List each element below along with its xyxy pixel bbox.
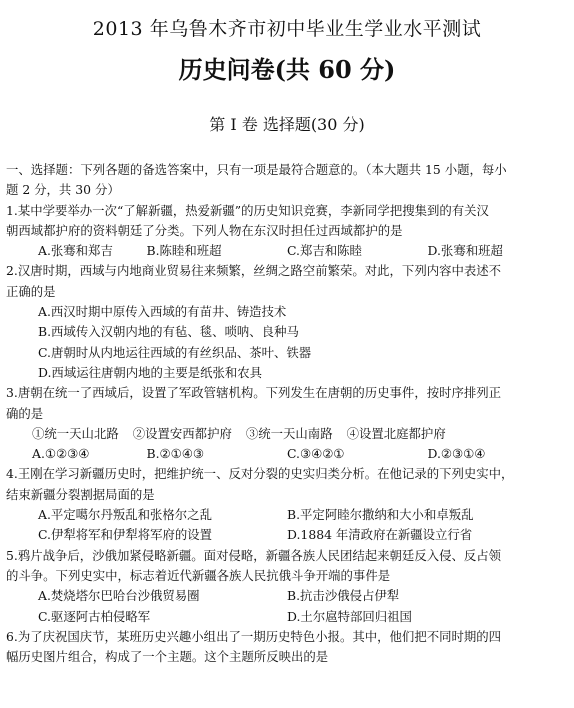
question-4-stem: 4.王刚在学习新疆历史时，把维护统一、反对分裂的史实归类分析。在他记录的下列史实中， xyxy=(6,466,514,482)
question-body xyxy=(6,160,568,667)
question-6-stem: 幅历史图片组合，构成了一个主题。这个主题所反映出的是 xyxy=(6,649,329,665)
question-4-options-row xyxy=(6,525,568,545)
instructions-line: 一、选择题：下列各题的备选答案中，只有一项是最符合题意的。（本大题共 15 小题，每小 xyxy=(6,162,507,177)
option-c: C.郑吉和陈睦 xyxy=(287,243,362,259)
question-3-stem: 3.唐朝在统一了西域后，设置了军政管辖机构。下列发生在唐朝的历史事件，按时序排列正 xyxy=(6,385,502,401)
section-heading: 第 I 卷 选择题(30 分) xyxy=(209,115,365,134)
question-3-stem: 确的是 xyxy=(6,405,44,421)
option-a: A.平定噶尔丹叛乱和张格尔之乱 xyxy=(38,507,212,523)
event-item: ④设置北庭都护府 xyxy=(346,425,446,441)
event-item: ②设置安西都护府 xyxy=(132,425,232,441)
event-item: ③统一天山南路 xyxy=(245,425,333,441)
exam-title: 2013 年乌鲁木齐市初中毕业生学业水平测试 xyxy=(92,18,482,40)
question-5-stem: 5.鸦片战争后，沙俄加紧侵略新疆。面对侵略，新疆各族人民团结起来朝廷反入侵、反占领 xyxy=(6,547,502,563)
question-5-options-row xyxy=(6,586,568,606)
option-c: C.驱逐阿古柏侵略军 xyxy=(38,608,151,624)
option-c: C.唐朝时从内地运往西域的有丝织品、茶叶、铁器 xyxy=(38,344,312,360)
option-b: B.陈睦和班超 xyxy=(146,243,222,259)
question-1-options xyxy=(6,241,568,261)
option-c: C.伊犁将军和伊犁将军府的设置 xyxy=(38,527,213,543)
option-b: B.②①④③ xyxy=(146,446,204,462)
instructions-line: 题 2 分，共 30 分） xyxy=(6,182,120,198)
option-a: A.①②③④ xyxy=(32,446,90,462)
question-5-stem: 的斗争。下列史实中，标志着近代新疆各族人民抗俄斗争开端的事件是 xyxy=(6,567,391,583)
question-6-stem: 6.为了庆祝国庆节，某班历史兴趣小组出了一期历史特色小报。其中，他们把不同时期的四 xyxy=(6,628,502,644)
paper-subtitle: 历史问卷(共 60 分) xyxy=(178,55,396,84)
option-d: D.1884 年清政府在新疆设立行省 xyxy=(287,527,473,543)
option-b: B.平定阿睦尔撒纳和大小和卓叛乱 xyxy=(287,507,474,523)
option-a: A.西汉时期中原传入西域的有苗井、铸造技术 xyxy=(38,304,287,320)
option-a: A.张骞和郑吉 xyxy=(38,243,113,259)
question-2-stem: 2.汉唐时期，西域与内地商业贸易往来频繁，丝绸之路空前繁荣。对此，下列内容中表述不 xyxy=(6,263,502,279)
event-item: ①统一天山北路 xyxy=(32,425,119,441)
option-d: D.张骞和班超 xyxy=(427,243,503,259)
option-b: B.西域传入汉朝内地的有毡、毯、唢呐、良种马 xyxy=(38,324,299,340)
option-d: D.西域运往唐朝内地的主要是纸张和农具 xyxy=(38,364,263,380)
option-a: A.焚烧塔尔巴哈台沙俄贸易圈 xyxy=(38,588,200,604)
question-2-stem: 正确的是 xyxy=(6,283,56,299)
option-d: D.②③①④ xyxy=(427,446,486,462)
question-5-options-row xyxy=(6,607,568,627)
question-3-options xyxy=(6,444,568,464)
question-4-stem: 结束新疆分裂割据局面的是 xyxy=(6,486,155,502)
question-1-stem: 1.某中学要举办一次“了解新疆，热爱新疆”的历史知识竞赛，李新同学把搜集到的有关汉 xyxy=(6,202,489,218)
option-c: C.③④②① xyxy=(287,446,345,462)
option-b: B.抗击沙俄侵占伊犁 xyxy=(287,588,400,604)
option-d: D.土尔扈特部回归祖国 xyxy=(287,608,412,624)
question-3-items xyxy=(6,424,568,444)
question-4-options-row xyxy=(6,505,568,525)
question-1-stem: 朝西域都护府的资料朝廷了分类。下列人物在东汉时担任过西域都护的是 xyxy=(6,222,403,238)
